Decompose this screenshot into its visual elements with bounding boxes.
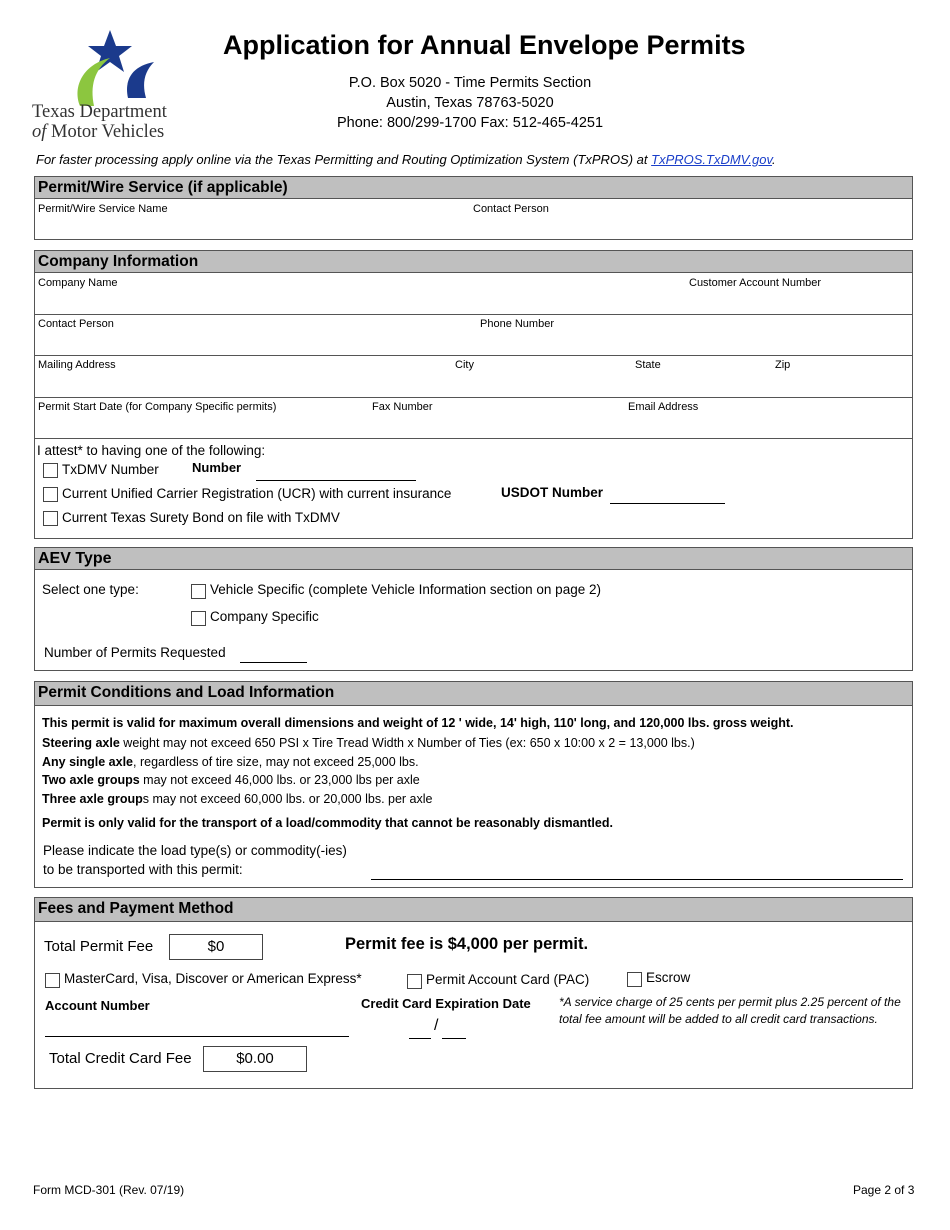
online-note bbox=[36, 152, 936, 167]
number-of-permits-label: Number of Permits Requested bbox=[44, 645, 226, 660]
company-info-heading: Company Information bbox=[35, 251, 912, 273]
total-cc-fee-value[interactable]: $0.00 bbox=[203, 1046, 307, 1072]
commodity-prompt bbox=[43, 841, 347, 879]
row-divider bbox=[35, 355, 912, 356]
single-axle-rule bbox=[42, 753, 695, 772]
row-divider bbox=[35, 438, 912, 439]
permit-wire-name-field[interactable]: Permit/Wire Service Name bbox=[38, 203, 168, 215]
two-axle-rule bbox=[42, 771, 695, 790]
permit-conditions-section bbox=[34, 681, 913, 888]
row-divider bbox=[35, 314, 912, 315]
customer-account-field[interactable]: Customer Account Number bbox=[689, 277, 822, 289]
credit-card-checkbox[interactable] bbox=[45, 973, 60, 988]
fees-section bbox=[34, 897, 913, 1089]
three-axle-rule bbox=[42, 790, 695, 809]
address-line-2: Austin, Texas 78763-5020 bbox=[386, 95, 554, 111]
account-number-input[interactable] bbox=[45, 1036, 349, 1037]
two-axle-bold: Two axle groups bbox=[42, 773, 140, 787]
star-swoosh-icon bbox=[32, 28, 192, 106]
commodity-input[interactable] bbox=[371, 879, 903, 880]
permit-fee-note: Permit fee is $4,000 per permit. bbox=[345, 935, 589, 953]
aev-type-section bbox=[34, 547, 913, 671]
steering-axle-bold: Steering axle bbox=[42, 736, 120, 750]
pac-checkbox[interactable] bbox=[407, 974, 422, 989]
total-permit-fee-label: Total Permit Fee bbox=[44, 938, 154, 955]
zip-field[interactable]: Zip bbox=[775, 359, 791, 371]
txdmv-number-label: TxDMV Number bbox=[62, 462, 159, 477]
three-axle-bold: Three axle group bbox=[42, 791, 143, 806]
logo-of: of bbox=[32, 122, 47, 142]
escrow-checkbox[interactable] bbox=[627, 972, 642, 987]
permit-start-date-field[interactable]: Permit Start Date (for Company Specific permits) bbox=[38, 401, 277, 413]
cc-exp-month-input[interactable] bbox=[409, 1038, 431, 1039]
single-axle-text: , regardless of tire size, may not exceed 25,000 lbs. bbox=[133, 754, 419, 769]
ucr-label: Current Unified Carrier Registration (UCR) with current insurance bbox=[62, 486, 452, 501]
company-info-section bbox=[34, 250, 913, 539]
cc-exp-year-input[interactable] bbox=[442, 1038, 466, 1039]
txdmv-number-checkbox[interactable] bbox=[43, 463, 58, 478]
page-title: Application for Annual Envelope Permits bbox=[223, 30, 746, 60]
agency-logo bbox=[32, 28, 192, 143]
commodity-prompt-line-1: Please indicate the load type(s) or commodity(-ies) bbox=[43, 843, 347, 858]
permit-wire-heading: Permit/Wire Service (if applicable) bbox=[35, 177, 912, 199]
two-axle-text: may not exceed 46,000 lbs. or 23,000 lbs per axle bbox=[139, 773, 420, 787]
three-axle-text: s may not exceed 60,000 lbs. or 20,000 lbs. per axle bbox=[142, 791, 433, 806]
page-number: Page 2 of 3 bbox=[853, 1183, 915, 1197]
max-dimensions-text: This permit is valid for maximum overall dimensions and weight of 12 ' wide, 14' high, 110' long, and 120,000 lbs. gross weight. bbox=[42, 716, 794, 730]
axle-rules bbox=[42, 734, 695, 808]
usdot-number-input[interactable] bbox=[610, 503, 725, 504]
number-of-permits-input[interactable] bbox=[240, 662, 307, 663]
cc-exp-slash: / bbox=[434, 1017, 439, 1034]
steering-axle-rule bbox=[42, 734, 695, 753]
total-cc-fee-label: Total Credit Card Fee bbox=[49, 1050, 192, 1067]
pac-label: Permit Account Card (PAC) bbox=[426, 972, 590, 987]
permit-conditions-heading: Permit Conditions and Load Information bbox=[35, 682, 912, 706]
credit-card-label: MasterCard, Visa, Discover or American Express* bbox=[64, 971, 362, 986]
form-id: Form MCD-301 (Rev. 07/19) bbox=[33, 1183, 185, 1197]
txpros-link[interactable]: TxPROS.TxDMV.gov bbox=[651, 152, 772, 167]
number-label: Number bbox=[192, 460, 242, 475]
company-specific-checkbox[interactable] bbox=[191, 611, 206, 626]
surety-bond-label: Current Texas Surety Bond on file with TxDMV bbox=[62, 510, 340, 525]
surety-bond-checkbox[interactable] bbox=[43, 511, 58, 526]
usdot-number-label: USDOT Number bbox=[501, 485, 604, 500]
address-line-1: P.O. Box 5020 - Time Permits Section bbox=[348, 75, 592, 91]
mailing-address-field[interactable]: Mailing Address bbox=[38, 359, 116, 371]
phone-fax-line: Phone: 800/299-1700 Fax: 512-465-4251 bbox=[336, 115, 604, 131]
fax-number-field[interactable]: Fax Number bbox=[372, 401, 433, 413]
account-number-label: Account Number bbox=[45, 998, 150, 1013]
logo-line-2 bbox=[32, 122, 202, 142]
online-note-text: For faster processing apply online via the Texas Permitting and Routing Optimization System (TxPROS) at bbox=[36, 152, 652, 167]
online-note-end: . bbox=[772, 152, 776, 167]
steering-axle-text: weight may not exceed 650 PSI x Tire Tread Width x Number of Ties (ex: 650 x 10:00 x 2 = 13,000 lbs.) bbox=[119, 736, 695, 750]
ucr-checkbox[interactable] bbox=[43, 487, 58, 502]
contact-person-field[interactable]: Contact Person bbox=[38, 318, 114, 330]
select-type-label: Select one type: bbox=[42, 582, 139, 597]
vehicle-specific-label: Vehicle Specific (complete Vehicle Information section on page 2) bbox=[210, 582, 601, 597]
attest-statement: I attest* to having one of the following: bbox=[37, 443, 266, 458]
txdmv-number-input[interactable] bbox=[256, 480, 416, 481]
address-block bbox=[270, 73, 670, 133]
row-divider bbox=[35, 397, 912, 398]
total-permit-fee-value[interactable]: $0 bbox=[169, 934, 263, 960]
company-specific-label: Company Specific bbox=[210, 609, 319, 624]
state-field[interactable]: State bbox=[635, 359, 661, 371]
vehicle-specific-checkbox[interactable] bbox=[191, 584, 206, 599]
city-field[interactable]: City bbox=[455, 359, 474, 371]
email-address-field[interactable]: Email Address bbox=[628, 401, 699, 413]
company-name-field[interactable]: Company Name bbox=[38, 277, 118, 289]
cc-expiration-label: Credit Card Expiration Date bbox=[361, 996, 531, 1011]
fees-heading: Fees and Payment Method bbox=[35, 898, 912, 922]
aev-type-heading: AEV Type bbox=[35, 548, 912, 570]
commodity-prompt-line-2: to be transported with this permit: bbox=[43, 862, 243, 877]
single-axle-bold: Any single axle bbox=[42, 754, 134, 769]
permit-wire-contact-field[interactable]: Contact Person bbox=[473, 203, 549, 215]
logo-line-1: Texas Department bbox=[32, 102, 167, 122]
logo-motor-vehicles: Motor Vehicles bbox=[51, 122, 165, 142]
service-charge-note: *A service charge of 25 cents per permit plus 2.25 percent of the total fee amount will be added to all credit card transactions. bbox=[559, 995, 901, 1026]
escrow-label: Escrow bbox=[646, 970, 691, 985]
permit-wire-section bbox=[34, 176, 913, 240]
phone-number-field[interactable]: Phone Number bbox=[480, 318, 554, 330]
dismantle-notice: Permit is only valid for the transport of a load/commodity that cannot be reasonably dismantled. bbox=[42, 816, 613, 830]
logo-text bbox=[32, 102, 202, 142]
